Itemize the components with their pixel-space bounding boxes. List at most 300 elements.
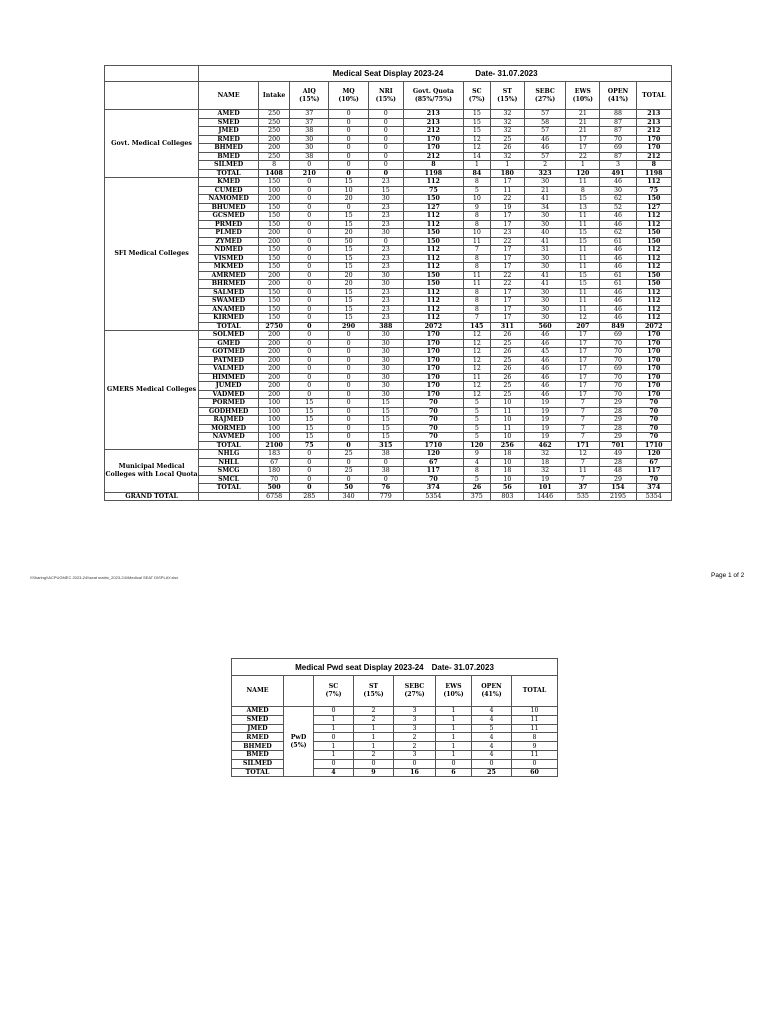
seat-value: 154 (600, 484, 636, 493)
seat-value: 19 (524, 416, 565, 425)
seat-value: 0 (329, 475, 368, 484)
pwd-seat-value: 0 (314, 733, 354, 742)
seat-value: 0 (368, 458, 403, 467)
pwd-row (232, 742, 558, 751)
seat-value: 18 (524, 458, 565, 467)
seat-value: 0 (290, 186, 329, 195)
seat-value: 23 (368, 288, 403, 297)
seat-value: 200 (259, 331, 290, 340)
seat-value: 0 (329, 365, 368, 374)
seat-value: 311 (490, 322, 524, 331)
seat-value: 170 (636, 390, 671, 399)
seat-value: 11 (463, 237, 490, 246)
seat-value: 150 (636, 280, 671, 289)
pwd-row (232, 733, 558, 742)
column-header-label: ST (502, 87, 512, 95)
seat-value: 23 (368, 246, 403, 255)
seat-value: 70 (636, 399, 671, 408)
seat-value: 15 (566, 229, 600, 238)
pwd-column-header (284, 676, 314, 707)
seat-value: 15 (566, 280, 600, 289)
group-label: Govt. Medical Colleges (105, 110, 199, 178)
pwd-seat-value: 1 (436, 715, 472, 724)
seat-value: 0 (329, 416, 368, 425)
seat-value: 46 (524, 135, 565, 144)
grand-total-value: 285 (290, 492, 329, 501)
pwd-row (232, 707, 558, 716)
seat-value: 22 (566, 152, 600, 161)
seat-value: 17 (490, 263, 524, 272)
college-code: MORMED (199, 424, 259, 433)
pwd-seat-value: 3 (394, 724, 436, 733)
seat-value: 170 (403, 331, 463, 340)
seat-value: 150 (259, 212, 290, 221)
pwd-college-code: AMED (232, 707, 284, 716)
college-code: PLMED (199, 229, 259, 238)
college-code: TOTAL (199, 169, 259, 178)
seat-value: 11 (490, 407, 524, 416)
seat-value: 5 (463, 186, 490, 195)
seat-value: 0 (290, 288, 329, 297)
seat-value: 0 (329, 331, 368, 340)
seat-value: 70 (259, 475, 290, 484)
seat-value: 462 (524, 441, 565, 450)
seat-value: 15 (368, 399, 403, 408)
seat-value: 7 (566, 407, 600, 416)
seat-value: 112 (403, 288, 463, 297)
college-code: JMED (199, 127, 259, 136)
seat-value: 5 (463, 399, 490, 408)
seat-value: 0 (329, 110, 368, 119)
seat-value: 12 (463, 348, 490, 357)
seat-value: 200 (259, 144, 290, 153)
seat-value: 117 (636, 467, 671, 476)
pwd-seat-value: 8 (512, 733, 558, 742)
seat-value: 50 (329, 237, 368, 246)
seat-value: 11 (566, 467, 600, 476)
pwd-column-header-label: EWS (445, 683, 462, 690)
seat-value: 23 (368, 254, 403, 263)
column-header (524, 82, 565, 110)
seat-value: 30 (368, 348, 403, 357)
grand-total-value: 1446 (524, 492, 565, 501)
seat-value: 75 (290, 441, 329, 450)
college-code: GMED (199, 339, 259, 348)
seat-value: 120 (636, 450, 671, 459)
seat-value: 26 (490, 373, 524, 382)
column-header-label: Intake (262, 91, 286, 99)
seat-value: 0 (290, 390, 329, 399)
seat-value: 15 (329, 254, 368, 263)
pwd-total-row (232, 768, 558, 777)
seat-value: 17 (566, 331, 600, 340)
college-code: VADMED (199, 390, 259, 399)
seat-value: 0 (368, 135, 403, 144)
column-header (490, 82, 524, 110)
table-title: Medical Seat Display 2023-24 (332, 69, 444, 78)
seat-value: 17 (566, 382, 600, 391)
seat-value: 76 (368, 484, 403, 493)
seat-value: 70 (403, 416, 463, 425)
seat-value: 0 (329, 433, 368, 442)
seat-value: 41 (524, 195, 565, 204)
pwd-seat-value: 11 (512, 715, 558, 724)
pwd-seat-value: 1 (354, 733, 394, 742)
seat-value: 0 (329, 169, 368, 178)
college-code: NDMED (199, 246, 259, 255)
seat-value: 30 (524, 254, 565, 263)
column-header (463, 82, 490, 110)
seat-value: 67 (636, 458, 671, 467)
seat-value: 9 (463, 203, 490, 212)
grand-total-value: 5354 (403, 492, 463, 501)
seat-value: 29 (600, 475, 636, 484)
seat-value: 170 (636, 331, 671, 340)
pwd-row (232, 715, 558, 724)
seat-value: 69 (600, 365, 636, 374)
seat-value: 0 (290, 280, 329, 289)
seat-value: 8 (403, 161, 463, 170)
pwd-seat-value: 4 (314, 768, 354, 777)
seat-value: 38 (290, 127, 329, 136)
college-code: SALMED (199, 288, 259, 297)
pwd-column-header-percent: (7%) (325, 691, 342, 698)
seat-value: 17 (490, 305, 524, 314)
seat-value: 0 (290, 161, 329, 170)
seat-value: 374 (636, 484, 671, 493)
pwd-column-header (232, 676, 284, 707)
seat-value: 0 (290, 271, 329, 280)
seat-value: 46 (600, 263, 636, 272)
seat-value: 0 (290, 212, 329, 221)
seat-value: 180 (259, 467, 290, 476)
seat-value: 170 (403, 144, 463, 153)
seat-value: 112 (636, 254, 671, 263)
column-header-label: MQ (342, 87, 355, 95)
seat-value: 45 (524, 348, 565, 357)
seat-value: 150 (636, 271, 671, 280)
seat-value: 0 (368, 144, 403, 153)
group-label: Municipal Medical Colleges with Local Quota (105, 450, 199, 493)
table-date: Date- 31.07.2023 (475, 69, 538, 78)
seat-value: 150 (636, 195, 671, 204)
seat-value: 25 (490, 339, 524, 348)
seat-value: 0 (329, 152, 368, 161)
seat-value: 112 (636, 220, 671, 229)
seat-value: 70 (600, 339, 636, 348)
seat-value: 17 (566, 144, 600, 153)
file-path-footer: \\Sharing\\ACPUGMEC 2023-24\\seat matrix_2023-24\\Medical SEAT DISPLAY.xlsx (30, 575, 179, 580)
college-code: CUMED (199, 186, 259, 195)
pwd-college-code: SMED (232, 715, 284, 724)
seat-value: 0 (290, 475, 329, 484)
college-code: SILMED (199, 161, 259, 170)
seat-value: 15 (463, 118, 490, 127)
college-code: TOTAL (199, 322, 259, 331)
pwd-table-date: Date- 31.07.2023 (431, 662, 494, 672)
pwd-seat-value: 1 (436, 750, 472, 759)
pwd-college-code: TOTAL (232, 768, 284, 777)
seat-value: 0 (329, 118, 368, 127)
seat-value: 46 (600, 246, 636, 255)
column-header-percent: (10%) (572, 95, 593, 103)
seat-value: 69 (600, 331, 636, 340)
seat-value: 17 (490, 297, 524, 306)
seat-value: 0 (368, 169, 403, 178)
seat-value: 0 (329, 373, 368, 382)
seat-value: 8 (636, 161, 671, 170)
college-code: BHMED (199, 144, 259, 153)
college-code: VISMED (199, 254, 259, 263)
seat-value: 11 (566, 178, 600, 187)
seat-value: 17 (490, 314, 524, 323)
college-code: GOTMED (199, 348, 259, 357)
pwd-seat-value: 1 (354, 724, 394, 733)
seat-value: 17 (566, 373, 600, 382)
seat-value: 26 (463, 484, 490, 493)
seat-value: 57 (524, 152, 565, 161)
column-header-percent: (27%) (534, 95, 556, 103)
seat-value: 38 (368, 467, 403, 476)
pwd-column-header-percent: (41%) (481, 691, 502, 698)
seat-value: 18 (490, 450, 524, 459)
seat-value: 30 (368, 280, 403, 289)
seat-value: 0 (290, 305, 329, 314)
column-header-percent: (15%) (299, 95, 320, 103)
pwd-seat-value: 4 (472, 715, 512, 724)
seat-value: 30 (524, 220, 565, 229)
table-row (105, 110, 672, 119)
seat-value: 0 (329, 144, 368, 153)
college-code: HIMMED (199, 373, 259, 382)
seat-value: 21 (566, 110, 600, 119)
seat-value: 70 (403, 399, 463, 408)
seat-value: 150 (403, 280, 463, 289)
seat-value: 40 (524, 229, 565, 238)
seat-value: 26 (490, 144, 524, 153)
seat-value: 170 (403, 390, 463, 399)
seat-value: 20 (329, 271, 368, 280)
pwd-college-code: BMED (232, 750, 284, 759)
seat-value: 170 (403, 365, 463, 374)
column-header (199, 82, 259, 110)
seat-value: 17 (490, 246, 524, 255)
seat-value: 30 (524, 288, 565, 297)
college-code: KIRMED (199, 314, 259, 323)
seat-value: 23 (368, 203, 403, 212)
seat-value: 150 (259, 178, 290, 187)
seat-value: 200 (259, 390, 290, 399)
seat-value: 37 (566, 484, 600, 493)
seat-value: 20 (329, 280, 368, 289)
pwd-seat-value: 2 (394, 742, 436, 751)
seat-value: 32 (490, 110, 524, 119)
seat-value: 70 (600, 373, 636, 382)
seat-value: 46 (524, 356, 565, 365)
grand-total-value: 6758 (259, 492, 290, 501)
seat-value: 0 (290, 322, 329, 331)
seat-value: 20 (329, 195, 368, 204)
column-header-percent: (85%/75%) (414, 95, 452, 103)
pwd-seat-value: 0 (512, 759, 558, 768)
seat-value: 15 (329, 305, 368, 314)
column-header-label: SEBC (535, 87, 555, 95)
seat-value: 150 (403, 271, 463, 280)
seat-value: 17 (566, 348, 600, 357)
seat-value: 117 (403, 467, 463, 476)
seat-value: 170 (636, 373, 671, 382)
seat-value: 26 (490, 348, 524, 357)
seat-value: 0 (290, 263, 329, 272)
seat-value: 15 (566, 195, 600, 204)
seat-value: 200 (259, 237, 290, 246)
grand-total-value: 5354 (636, 492, 671, 501)
college-code: ANAMED (199, 305, 259, 314)
seat-value: 170 (636, 356, 671, 365)
seat-value: 13 (566, 203, 600, 212)
college-code: BHRMED (199, 280, 259, 289)
pwd-seat-value: 1 (436, 733, 472, 742)
college-code: SOLMED (199, 331, 259, 340)
seat-value: 112 (403, 297, 463, 306)
seat-value: 112 (636, 212, 671, 221)
seat-value: 10 (490, 458, 524, 467)
seat-value: 22 (490, 280, 524, 289)
college-code: PATMED (199, 356, 259, 365)
seat-value: 32 (490, 118, 524, 127)
seat-value: 170 (636, 365, 671, 374)
seat-value: 28 (600, 458, 636, 467)
seat-value: 41 (524, 271, 565, 280)
column-header-label: Govt. Quota (412, 87, 454, 95)
pwd-seat-value: 3 (394, 707, 436, 716)
seat-value: 38 (368, 450, 403, 459)
seat-value: 75 (403, 186, 463, 195)
seat-value: 212 (403, 127, 463, 136)
seat-value: 112 (636, 314, 671, 323)
seat-value: 8 (463, 305, 490, 314)
seat-value: 12 (463, 144, 490, 153)
seat-value: 30 (368, 390, 403, 399)
seat-value: 8 (463, 467, 490, 476)
seat-value: 1710 (636, 441, 671, 450)
seat-value: 15 (290, 416, 329, 425)
seat-value: 70 (636, 433, 671, 442)
seat-value: 1198 (403, 169, 463, 178)
seat-value: 11 (566, 254, 600, 263)
seat-value: 46 (600, 297, 636, 306)
seat-value: 8 (463, 263, 490, 272)
college-code: SWAMED (199, 297, 259, 306)
seat-value: 0 (290, 220, 329, 229)
pwd-column-header (394, 676, 436, 707)
seat-value: 2100 (259, 441, 290, 450)
seat-value: 8 (259, 161, 290, 170)
seat-value: 11 (566, 220, 600, 229)
seat-value: 22 (490, 271, 524, 280)
seat-value: 11 (490, 424, 524, 433)
seat-value: 32 (490, 127, 524, 136)
seat-value: 11 (463, 271, 490, 280)
seat-value: 46 (600, 305, 636, 314)
seat-value: 57 (524, 110, 565, 119)
seat-value: 8 (463, 220, 490, 229)
seat-value: 2072 (403, 322, 463, 331)
seat-value: 374 (403, 484, 463, 493)
seat-value: 37 (290, 118, 329, 127)
seat-value: 32 (524, 467, 565, 476)
seat-value: 30 (368, 229, 403, 238)
seat-value: 150 (259, 254, 290, 263)
seat-value: 1710 (403, 441, 463, 450)
seat-value: 213 (636, 110, 671, 119)
seat-value: 58 (524, 118, 565, 127)
seat-value: 150 (403, 195, 463, 204)
pwd-seat-value: 4 (472, 750, 512, 759)
seat-value: 11 (463, 280, 490, 289)
college-code: SMED (199, 118, 259, 127)
seat-value: 12 (566, 450, 600, 459)
seat-value: 10 (463, 229, 490, 238)
seat-value: 30 (368, 365, 403, 374)
pwd-seat-value: 0 (314, 759, 354, 768)
pwd-seat-value: 25 (472, 768, 512, 777)
seat-value: 70 (600, 356, 636, 365)
seat-value: 30 (368, 331, 403, 340)
seat-value: 15 (463, 110, 490, 119)
seat-value: 112 (403, 178, 463, 187)
seat-value: 23 (490, 229, 524, 238)
column-header (329, 82, 368, 110)
seat-value: 170 (636, 339, 671, 348)
seat-value: 170 (636, 144, 671, 153)
seat-value: 5 (463, 433, 490, 442)
seat-value: 5 (463, 424, 490, 433)
seat-value: 560 (524, 322, 565, 331)
seat-value: 15 (290, 433, 329, 442)
seat-value: 212 (403, 152, 463, 161)
seat-value: 25 (490, 135, 524, 144)
column-header-percent: (15%) (375, 95, 396, 103)
pwd-college-code: SILMED (232, 759, 284, 768)
college-code: AMED (199, 110, 259, 119)
seat-value: 170 (636, 348, 671, 357)
pwd-column-header-label: NAME (246, 687, 269, 694)
pwd-column-header-label: SC (328, 683, 339, 690)
pwd-seat-value: 1 (314, 715, 354, 724)
seat-value: 150 (259, 297, 290, 306)
seat-value: 112 (636, 246, 671, 255)
seat-value: 11 (566, 305, 600, 314)
seat-value: 388 (368, 322, 403, 331)
seat-value: 0 (329, 135, 368, 144)
college-code: ZYMED (199, 237, 259, 246)
seat-value: 7 (566, 475, 600, 484)
seat-value: 26 (490, 365, 524, 374)
pwd-row (232, 750, 558, 759)
seat-value: 12 (463, 331, 490, 340)
seat-value: 30 (524, 263, 565, 272)
seat-value: 30 (600, 186, 636, 195)
seat-value: 200 (259, 280, 290, 289)
college-code: BMED (199, 152, 259, 161)
seat-value: 0 (290, 297, 329, 306)
pwd-college-code: RMED (232, 733, 284, 742)
column-header-label: TOTAL (642, 91, 666, 99)
seat-value: 87 (600, 127, 636, 136)
seat-value: 30 (368, 339, 403, 348)
seat-value: 210 (290, 169, 329, 178)
